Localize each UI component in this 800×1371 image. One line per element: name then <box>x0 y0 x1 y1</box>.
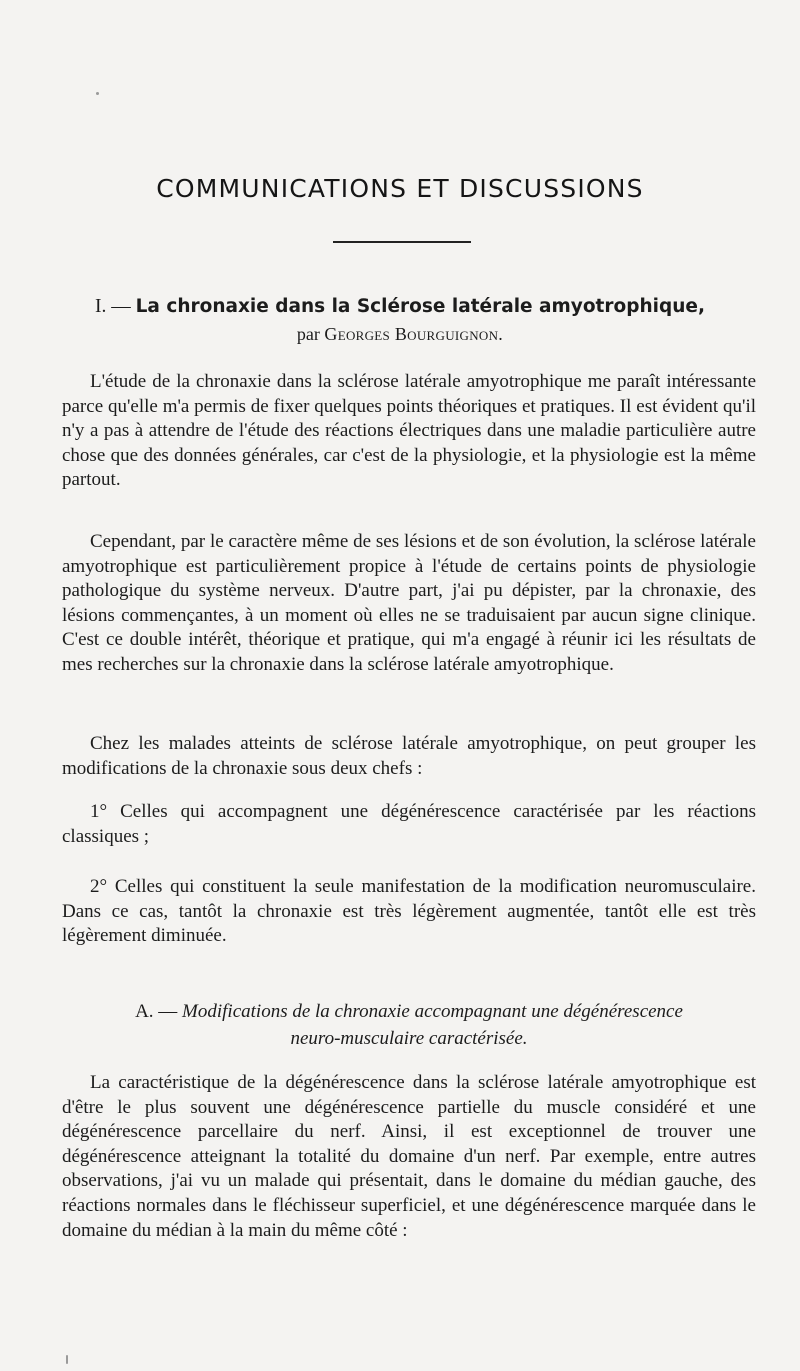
article-byline <box>0 322 800 346</box>
paragraph-text: Chez les malades atteints de sclérose latérale amyotrophique, on peut grouper les modifications de la chronaxie sous deux chefs : <box>62 733 756 779</box>
section-letter: A. — <box>135 1001 178 1022</box>
section-header-title: COMMUNICATIONS ET DISCUSSIONS <box>156 174 644 203</box>
section-title-line2: neuro-musculaire caractérisée. <box>290 1028 528 1049</box>
list-item-2 <box>62 875 756 949</box>
article-title-text: La chronaxie dans la Sclérose latérale amyotrophique, <box>135 296 705 317</box>
paragraph-text: L'étude de la chronaxie dans la sclérose latérale amyotrophique me paraît intéressante parce qu'elle m'a permis de fixer quelques points théoriques et pratiques. Il est évident qu'il n'y a pas à attendre de l'étude des réactions électriques dans une maladie particulière autre chose que des données générales, car c'est de la physiologie, et la physiologie est la même partout. <box>62 371 756 491</box>
scan-speck <box>66 1355 68 1364</box>
byline-prefix: par <box>296 324 320 344</box>
author-name: Georges Bourguignon. <box>324 324 504 344</box>
article-number: I. — <box>95 296 131 317</box>
paragraph-1 <box>62 370 756 493</box>
article-title <box>0 294 800 320</box>
paragraph-6 <box>62 1071 756 1243</box>
section-title-line1: Modifications de la chronaxie accompagnant une dégénérescence <box>182 1001 683 1022</box>
paragraph-text: Cependant, par le caractère même de ses lésions et de son évolution, la sclérose latérale amyotrophique est particulièrement propice à l'étude de certains points de physiologie pathologique du système nerveux. D'autre part, j'ai pu dépister, par la chronaxie, des lésions commençantes, à un moment où elles ne se traduisaient par aucun signe clinique. C'est ce double intérêt, théorique et pratique, qui m'a engagé à réunir ici les résultats de mes recherches sur la chronaxie dans la sclérose latérale amyotrophique. <box>62 531 756 675</box>
list-item-text: 2° Celles qui constituent la seule manifestation de la modification neuromusculaire. Dans ce cas, tantôt la chronaxie est très légèrement augmentée, tantôt elle est très légèrement diminuée. <box>62 876 756 947</box>
header-divider-rule <box>333 241 471 243</box>
paragraph-text: La caractéristique de la dégénérescence dans la sclérose latérale amyotrophique est d'être le plus souvent une dégénérescence partielle du muscle considéré et une dégénérescence parcellaire du nerf. Ainsi, il est exceptionnel de trouver une dégénérescence atteignant la totalité du domaine d'un nerf. Par exemple, entre autres observations, j'ai vu un malade qui présentait, dans le domaine du médian gauche, des réactions normales dans le fléchisseur superficiel, et une dégénérescence marquée dans le domaine du médian à la main du même côté : <box>62 1072 756 1241</box>
list-item-text: 1° Celles qui accompagnent une dégénérescence caractérisée par les réactions classiques ; <box>62 801 756 847</box>
scan-speck <box>96 92 99 95</box>
section-heading <box>62 998 756 1052</box>
list-item-1 <box>62 800 756 849</box>
paragraph-2 <box>62 530 756 678</box>
paragraph-3 <box>62 732 756 781</box>
